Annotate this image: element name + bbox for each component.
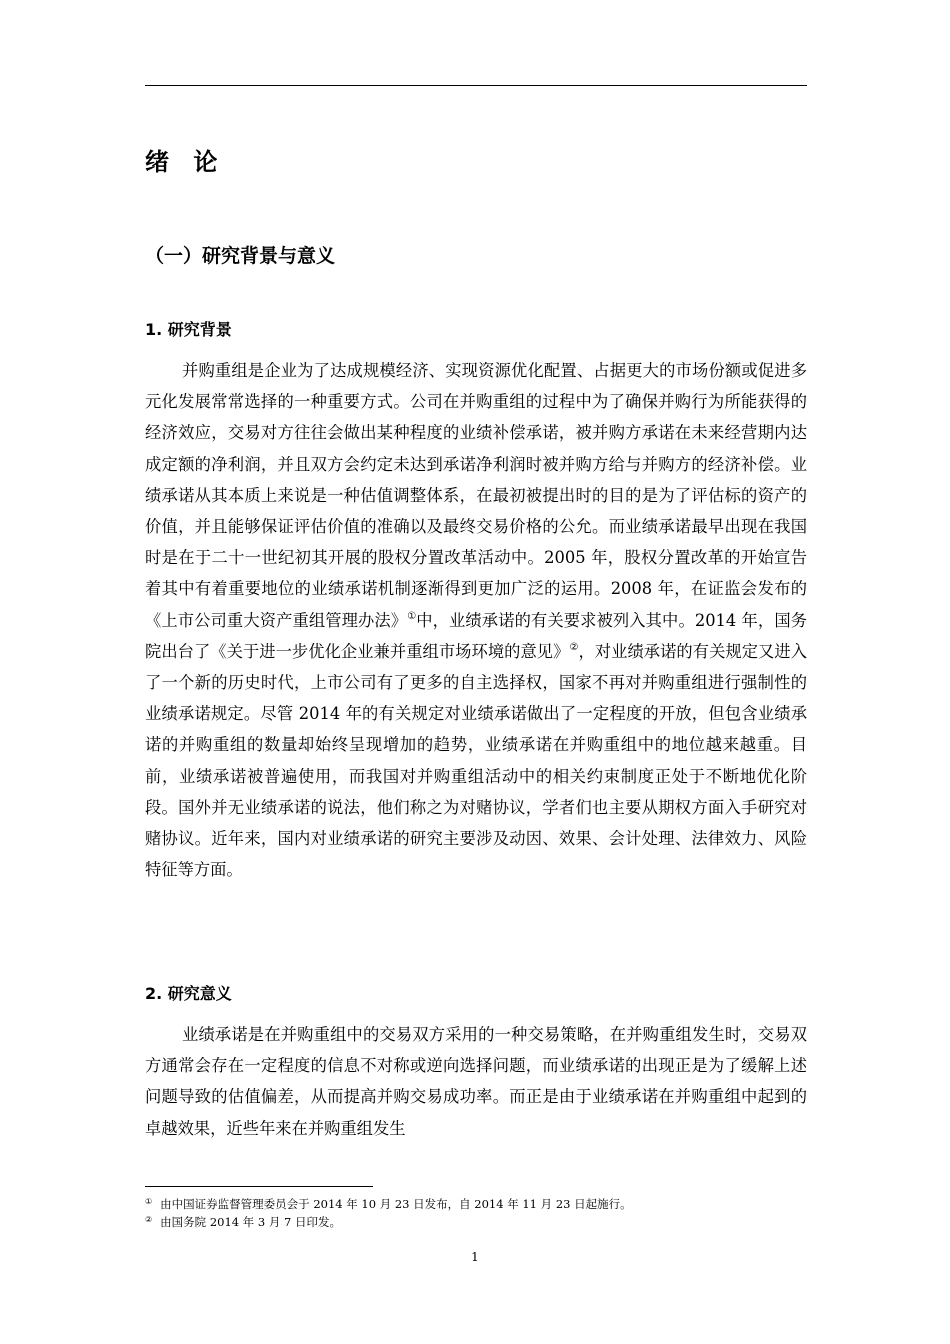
section-title: （一）研究背景与意义 (145, 245, 336, 267)
header-rule (145, 85, 807, 86)
footnote-2 (145, 1212, 341, 1230)
paragraph-background-part2: 中，业绩承诺的有关要求被列入其中。2014 年，国务院出台了《关于进一步优化企业兼并重组市场环境的意见》 (145, 610, 807, 661)
paragraph-background (145, 355, 807, 885)
footnote-1-text: 由中国证券监督管理委员会于 2014 年 10 月 23 日发布，自 2014 年 11 月 23 日起施行。 (160, 1197, 632, 1211)
page-number: 1 (471, 1250, 479, 1264)
footnote-ref-2[interactable]: ② (569, 641, 579, 653)
footnote-separator (145, 1186, 373, 1187)
paragraph-background-part3: ，对业绩承诺的有关规定又进入了一个新的历史时代，上市公司有了更多的自主选择权，国家不再对并购重组进行强制性的业绩承诺规定。尽管 2014 年的有关规定对业绩承诺做出了一定程度的开放，但包含业绩承诺的并购重组的数量却始终呈现增加的趋势，业绩承诺在并购重组中的地位越来越重。目前，业绩承诺被普遍使用，而我国对并购重组活动中的相关约束制度正处于不断地优化阶段。国外并无业绩承诺的说法，他们称之为对赌协议，学者们也主要从期权方面入手研究对赌协议。近年来，国内对业绩承诺的研究主要涉及动因、效果、会计处理、法律效力、风险特征等方面。 (145, 641, 807, 880)
subsection-title-background: 1. 研究背景 (145, 320, 232, 339)
footnote-1 (145, 1194, 632, 1212)
footnote-1-mark: ① (145, 1197, 153, 1206)
footnote-2-text: 由国务院 2014 年 3 月 7 日印发。 (160, 1215, 342, 1229)
subsection-title-significance: 2. 研究意义 (145, 984, 232, 1003)
paragraph-significance: 业绩承诺是在并购重组中的交易双方采用的一种交易策略，在并购重组发生时，交易双方通常会存在一定程度的信息不对称或逆向选择问题，而业绩承诺的出现正是为了缓解上述问题导致的估值偏差，从而提高并购交易成功率。而正是由于业绩承诺在并购重组中起到的卓越效果，近些年来在并购重组发生 (145, 1025, 807, 1138)
footnote-ref-1[interactable]: ① (407, 610, 417, 622)
paragraph-background-part1: 并购重组是企业为了达成规模经济、实现资源优化配置、占据更大的市场份额或促进多元化发展常常选择的一种重要方式。公司在并购重组的过程中为了确保并购行为所能获得的经济效应，交易对方往往会做出某种程度的业绩补偿承诺，被并购方承诺在未来经营期内达成定额的净利润，并且双方会约定未达到承诺净利润时被并购方给与并购方的经济补偿。业绩承诺从其本质上来说是一种估值调整体系，在最初被提出时的目的是为了评估标的资产的价值，并且能够保证评估价值的准确以及最终交易价格的公允。而业绩承诺最早出现在我国时是在于二十一世纪初其开展的股权分置改革活动中。2005 年，股权分置改革的开始宣告着其中有着重要地位的业绩承诺机制逐渐得到更加广泛的运用。2008 年，在证监会发布的《上市公司重大资产重组管理办法》 (145, 361, 807, 630)
footnote-2-mark: ② (145, 1215, 153, 1224)
chapter-title: 绪 论 (145, 148, 226, 176)
